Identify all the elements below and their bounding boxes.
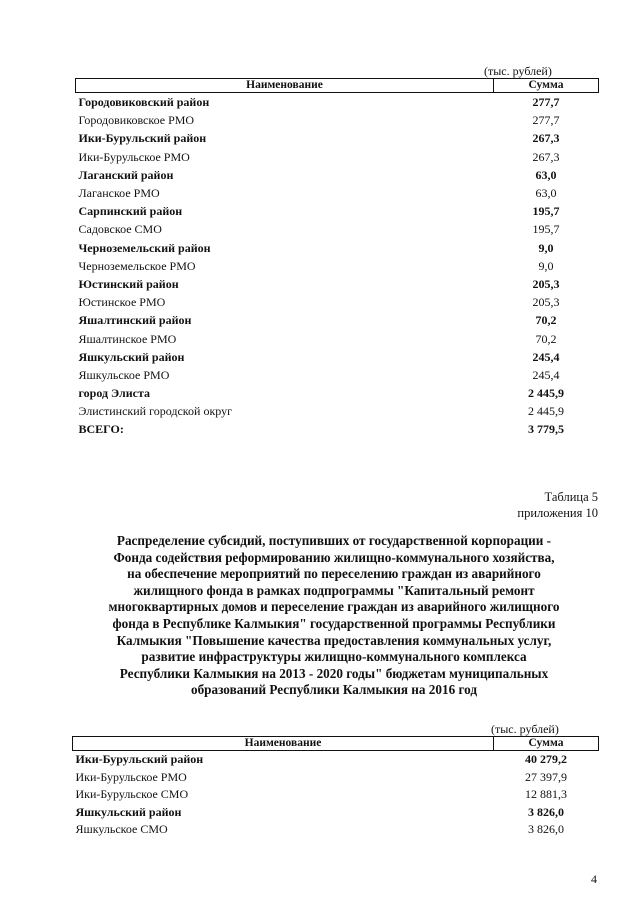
row-name-cell: Ики-Бурульское СМО (75, 787, 189, 802)
table-row (76, 348, 599, 366)
table-row (76, 329, 599, 347)
table-row (76, 420, 599, 438)
table2-header-sum: Сумма (494, 737, 599, 751)
row-name-cell: Садовское СМО (78, 222, 162, 237)
table-row (73, 786, 599, 804)
table-row (76, 220, 599, 238)
row-name-cell: Юстинское РМО (78, 295, 166, 310)
row-name-cell: Черноземельское РМО (78, 258, 196, 273)
table1-header-sum: Сумма (494, 79, 599, 93)
section-heading (60, 533, 608, 699)
row-name-cell: Ики-Бурульское РМО (75, 769, 187, 784)
table-row (76, 275, 599, 293)
table1-header-name: Наименование (76, 79, 494, 93)
row-name-cell: Яшалтинское РМО (78, 331, 177, 346)
row-sum-cell: 277,7 (532, 95, 560, 110)
row-name-cell: Яшкульский район (75, 804, 182, 819)
row-name-cell: Ики-Бурульский район (75, 752, 204, 767)
table-row (76, 311, 599, 329)
row-sum-cell: 3 826,0 (528, 804, 564, 819)
row-name-cell: Сарпинский район (78, 204, 183, 219)
table-row (76, 148, 599, 166)
table-row (76, 166, 599, 184)
table-row (76, 402, 599, 420)
row-sum-cell: 267,3 (532, 149, 560, 164)
row-sum-cell: 3 826,0 (528, 822, 564, 837)
row-name-cell: Ики-Бурульский район (78, 131, 207, 146)
row-sum-cell: 205,3 (532, 295, 560, 310)
heading-line: жилищного фонда в рамках подпрограммы "Капитальный ремонт (133, 582, 535, 598)
table-number-label: Таблица 5 (544, 490, 598, 504)
row-sum-cell: 63,0 (535, 167, 557, 182)
table1-header-row (76, 79, 599, 93)
row-name-cell: город Элиста (78, 386, 151, 401)
table1-body (76, 93, 599, 439)
table1-unit-label: (тыс. рублей) (484, 64, 552, 78)
table-row (73, 804, 599, 822)
row-sum-cell: 12 881,3 (525, 787, 567, 802)
table-row (76, 257, 599, 275)
table-row (76, 129, 599, 147)
table-row (76, 111, 599, 129)
row-sum-cell: 3 779,5 (528, 422, 564, 437)
heading-line: Калмыкия "Повышение качества предоставления коммунальных услуг, (116, 632, 552, 648)
row-sum-cell: 70,2 (535, 313, 557, 328)
row-name-cell: Городовиковский район (78, 95, 210, 110)
row-sum-cell: 277,7 (532, 113, 560, 128)
table-row (76, 239, 599, 257)
row-sum-cell: 195,7 (532, 204, 560, 219)
row-name-cell: Лаганский район (78, 167, 174, 182)
table-row (76, 202, 599, 220)
heading-line: Фонда содействия реформированию жилищно-коммунального хозяйства, (113, 549, 555, 565)
row-name-cell: Городовиковское РМО (78, 113, 195, 128)
table-row (76, 93, 599, 112)
table-row (73, 821, 599, 839)
row-sum-cell: 9,0 (538, 258, 554, 273)
row-name-cell: Яшкульский район (78, 349, 185, 364)
row-name-cell: Яшкульское РМО (78, 367, 170, 382)
row-sum-cell: 63,0 (535, 186, 557, 201)
row-name-cell: Лаганское РМО (78, 186, 160, 201)
heading-line: фонда в Республике Калмыкия" государственной программы Республики (112, 615, 556, 631)
row-name-cell: Яшкульское СМО (75, 822, 168, 837)
heading-line: развитие инфраструктуры жилищно-коммунального комплекса (141, 649, 527, 665)
row-name-cell: Ики-Бурульское РМО (78, 149, 190, 164)
heading-line: Распределение субсидий, поступивших от государственной корпорации - (116, 533, 552, 548)
row-name-cell: Яшалтинский район (78, 313, 192, 328)
row-sum-cell: 205,3 (532, 276, 560, 291)
table2-header-name: Наименование (73, 737, 494, 751)
row-sum-cell: 70,2 (535, 331, 557, 346)
row-sum-cell: 40 279,2 (525, 752, 567, 767)
heading-line: Республики Калмыкия на 2013 - 2020 годы" бюджетам муниципальных (119, 665, 549, 681)
table2-header-row (73, 737, 599, 751)
subsidy-table-2 (72, 736, 599, 839)
table2-body (73, 751, 599, 839)
row-sum-cell: 9,0 (538, 240, 554, 255)
row-sum-cell: 2 445,9 (528, 404, 564, 419)
row-name-cell: Черноземельский район (78, 240, 211, 255)
row-sum-cell: 245,4 (532, 349, 560, 364)
table-row (76, 184, 599, 202)
table-row (73, 769, 599, 787)
row-sum-cell: 267,3 (532, 131, 560, 146)
table2-unit-label: (тыс. рублей) (491, 722, 559, 736)
row-sum-cell: 195,7 (532, 222, 560, 237)
row-name-cell: Юстинский район (78, 276, 179, 291)
row-sum-cell: 2 445,9 (528, 386, 564, 401)
heading-line: на обеспечение мероприятий по переселению граждан из аварийного (127, 566, 541, 582)
row-name-cell: Элистинский городской округ (78, 404, 233, 419)
heading-line: образований Республики Калмыкия на 2016 год (190, 682, 478, 698)
row-name-cell: ВСЕГО: (78, 422, 124, 437)
heading-line: многоквартирных домов и переселение граждан из аварийного жилищного (108, 599, 560, 615)
page-number: 4 (591, 872, 597, 886)
row-sum-cell: 27 397,9 (525, 769, 567, 784)
row-sum-cell: 245,4 (532, 367, 560, 382)
table-row (76, 366, 599, 384)
table-row (76, 293, 599, 311)
table-row (73, 751, 599, 769)
appendix-label: приложения 10 (517, 506, 598, 520)
table-row (76, 384, 599, 402)
subsidy-table-1 (75, 78, 599, 439)
